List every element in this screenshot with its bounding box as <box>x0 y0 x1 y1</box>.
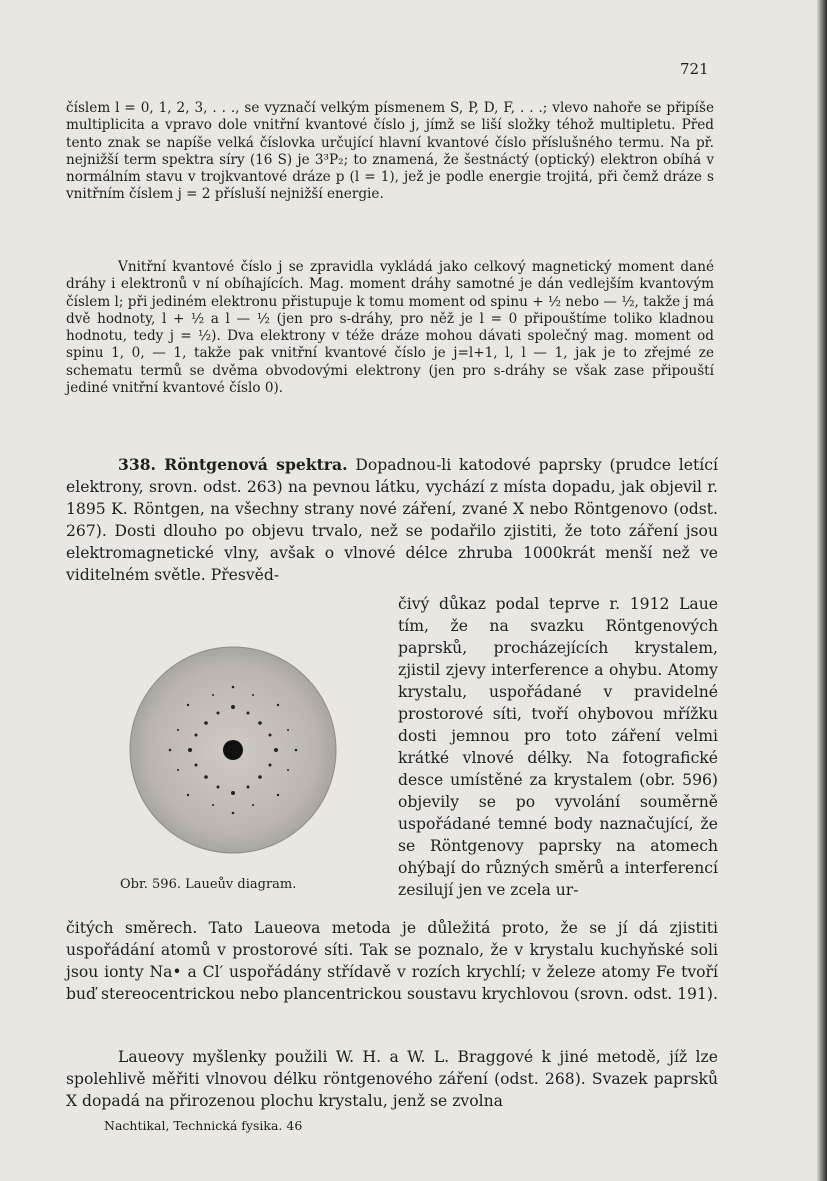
paragraph-laue-method: čitých směrech. Tato Laueova metoda je důležitá proto, že se jí dá zjistiti uspořádání atomů v prostorové síti. Tak se poznalo, že v krystalu kuchyňské soli jsou ionty Na• a Cl′ uspořádány střídavě v rozích krychlí; v železe atomy Fe tvoří buď stereocentrickou nebo plancentrickou soustavu krychlovou (srovn. odst. 191). <box>66 919 718 1003</box>
page-number: 721 <box>680 60 709 78</box>
figure-caption: Obr. 596. Laueův diagram. <box>120 877 297 892</box>
page-edge-shadow <box>817 0 827 1181</box>
paragraph-term-notation: číslem l = 0, 1, 2, 3, . . ., se vyznačí velkým písmenem S, P, D, F, . . .; vlevo nahoře se připíše multiplicita a vpravo dole vnitřní kvantové číslo j, jímž se liší složky téhož multipletu. Před tento znak se napíše velká číslovka určující hlavní kvantové číslo příslušného termu. Na př. nejnižší term spektra síry (16 S) je 3³P₂; to znamená, že šestnáctý (optický) elektron obíhá v normálním stavu v trojkvantové dráze p (l = 1), jež je podle energie trojitá, při čemž dráze s vnitřním číslem j = 2 přísluší nejnižší energie. <box>66 100 714 203</box>
paragraph-bragg: Laueovy myšlenky použili W. H. a W. L. Braggové k jiné metodě, jíž lze spolehlivě měřiti vlnovou délku röntgenového záření (odst. 268). Svazek paprsků X dopadá na přirozenou plochu krystalu, jenž se zvolna <box>66 1048 718 1110</box>
paragraph-inner-quantum-number: Vnitřní kvantové číslo j se zpravidla vykládá jako celkový magnetický moment dané dráhy i elektronů v ní obíhajících. Mag. moment dráhy samotné je dán vedlejším kvantovým číslem l; při jediném elektronu přistupuje k tomu moment od spinu + ½ nebo — ½, takže j má dvě hodnoty, l + ½ a l — ½ (jen pro s-dráhy, pro něž je l = 0 připouštíme toliko kladnou hodnotu, tedy j = ½). Dva elektrony v téže dráze mohou dávati společný mag. moment od spinu 1, 0, — 1, takže pak vnitřní kvantové číslo je j=l+1, l, l — 1, jak je to zřejmé ze schematu termů se dvěma obvodovými elektrony (jen pro s-dráhy se však zase připouští jediné vnitřní kvantové číslo 0). <box>66 259 714 397</box>
section-text: Dopadnou-li katodové paprsky (prudce letící elektrony, srovn. odst. 263) na pevnou látku, vychází z místa dopadu, jak objevil r. 1895 K. Röntgen, na všechny strany nové záření, zvané X nebo Röntgenovo (odst. 267). Dosti dlouho po objevu trvalo, než se podařilo zjistiti, že toto záření jsou elektromagnetické vlny, avšak o vlnové délce zhruba 1000krát menší než ve viditelném světle. Přesvěd- <box>66 456 718 584</box>
side-text-laue: čivý důkaz podal teprve r. 1912 Laue tím, že na svazku Röntgenových paprsků, procházejících krystalem, zjistil zjevy interference a ohybu. Atomy krystalu, uspořádané v pravidelné prostorové síti, tvoří ohybovou mřížku dosti jemnou pro toto záření velmi krátké vlnové délky. Na fotografické desce umístěné za krystalem (obr. 596) objevily se po vyvolání souměrně uspořádané temné body naznačující, že se Röntgenovy paprsky na atomech ohýbají do různých směrů a interferencí zesilují jen ve zcela ur- <box>398 595 718 899</box>
section-heading: 338. Röntgenová spektra. <box>118 455 348 474</box>
laue-diagram-figure <box>128 645 338 855</box>
page-footer: Nachtikal, Technická fysika. 46 <box>104 1118 303 1133</box>
section-roentgen-spectra <box>66 454 718 586</box>
